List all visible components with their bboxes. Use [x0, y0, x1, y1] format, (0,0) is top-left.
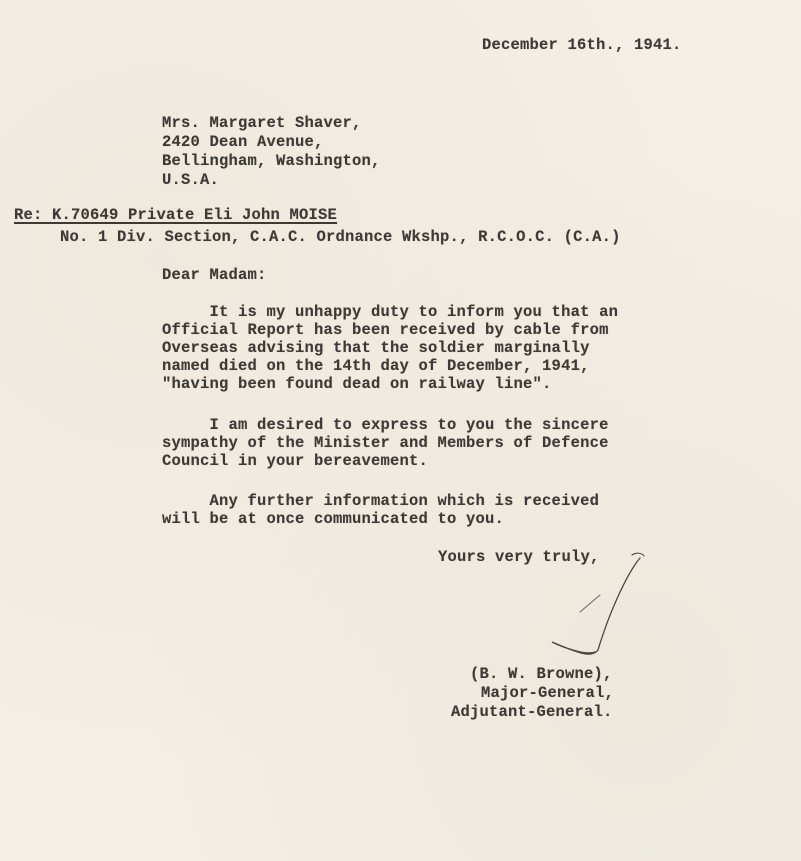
- paragraph-3-line-2: will be at once communicated to you.: [162, 510, 505, 528]
- closing: Yours very truly,: [438, 548, 600, 566]
- paragraph-1-line-3: Overseas advising that the soldier marginally: [162, 339, 590, 357]
- handwritten-signature-icon: [540, 550, 650, 670]
- signatory-rank: Major-General,: [481, 684, 615, 702]
- paragraph-1-line-2: Official Report has been received by cable from: [162, 321, 609, 339]
- recipient-country: U.S.A.: [162, 171, 220, 189]
- paragraph-1-line-5: "having been found dead on railway line".: [162, 375, 552, 393]
- letter-date: December 16th., 1941.: [482, 36, 682, 54]
- reference-line: Re: K.70649 Private Eli John MOISE: [14, 206, 338, 224]
- paragraph-1-line-1: It is my unhappy duty to inform you that an: [162, 303, 619, 321]
- signatory-title: Adjutant-General.: [451, 703, 613, 721]
- recipient-street: 2420 Dean Avenue,: [162, 133, 324, 151]
- paragraph-1-line-4: named died on the 14th day of December, 1941,: [162, 357, 590, 375]
- paragraph-2-line-3: Council in your bereavement.: [162, 452, 429, 470]
- recipient-city: Bellingham, Washington,: [162, 152, 381, 170]
- paragraph-2-line-2: sympathy of the Minister and Members of Defence: [162, 434, 609, 452]
- paragraph-2-line-1: I am desired to express to you the sincere: [162, 416, 609, 434]
- paragraph-3-line-1: Any further information which is received: [162, 492, 600, 510]
- reference-unit: No. 1 Div. Section, C.A.C. Ordnance Wkshp., R.C.O.C. (C.A.): [60, 228, 621, 246]
- salutation: Dear Madam:: [162, 266, 267, 284]
- signatory-name: (B. W. Browne),: [470, 665, 613, 683]
- recipient-name: Mrs. Margaret Shaver,: [162, 114, 362, 132]
